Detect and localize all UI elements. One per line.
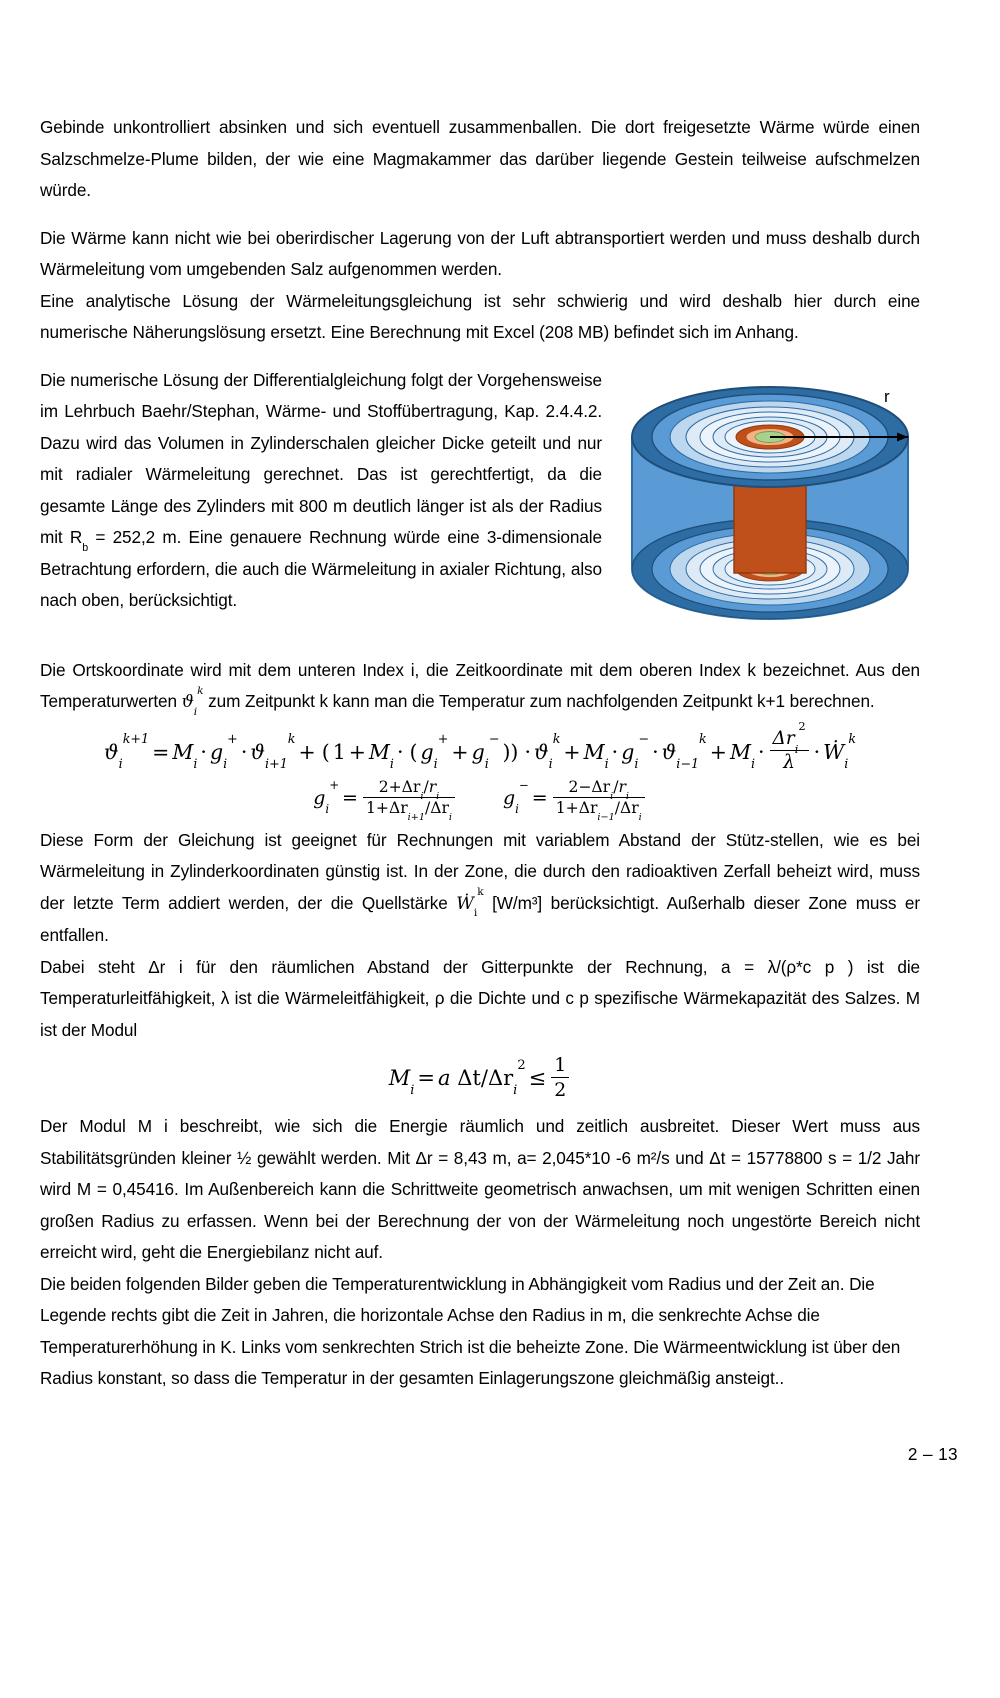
paragraph-3-part1: Die numerische Lösung der Differentialgleichung folgt der Vorgehensweise im Lehrbuch Baehr/Stephan, Wärme- und Stoffübertragung, Kap. 2.4.4.2. Dazu wird das Volumen in Zylinderschalen gleicher Dicke geteilt und nur mit radialer Wärmeleitung gerechnet. Das ist gerechtfertigt, da die gesamte Länge des Zylinders mit 800 m deutlich länger ist als der Radius mit R <box>40 369 602 547</box>
paragraph-5-part1: Diese Form der Gleichung ist geeignet für Rechnungen mit variablem Abstand der Stütz-stellen, wie es bei Wärmeleitung in Zylinderkoordinaten günstig ist. In der Zone, die durch den radioaktiven Zerfall beheizt wird, muss der letzte Term addiert werden, der die Quellstärke <box>40 829 920 913</box>
paragraph-6: Dabei steht Δr i für den räumlichen Abstand der Gitterpunkte der Rechnung, a = λ/(ρ*c p ) ist die Temperaturleitfähigkeit, λ ist die Wärmeleitfähigkeit, ρ die Dichte und c p spezifische Wärmekapazität des Salzes. M ist der Modul <box>40 956 920 1040</box>
paragraph-7: Der Modul M i beschreibt, wie sich die Energie räumlich und zeitlich ausbreitet. Dieser Wert muss aus Stabilitätsgründen kleiner ½ gewählt werden. Mit Δr = 8,43 m, a= 2,045*10 -6 m²/s und Δt = 15778800 s = 1/2 Jahr wird M = 0,45416. Im Außenbereich kann die Schrittweite geometrisch anwachsen, um mit wenigen Schritten einen großen Radius zu erfassen. Wenn bei der Berechnung der von der Wärmeleitung noch ungestörte Bereich nicht erreicht wird, geht die Energiebilanz nicht auf. <box>40 1116 920 1262</box>
main-equation: $ϑ_i^{k+1}= M_i \cdot g_i^+\cdot ϑ_{i+1}^k+$ ( $1 + M_i$ · ( $g_i^++ g_i^-)) \cdot ϑ_i^k+ M_i \cdot g_i^-\cdot ϑ_{i-1}^k+ M_i$ · $\frac{\Delta r_i^2}{\lambda}$ · Ẇ$_i^k$ <box>103 719 857 774</box>
paragraph-8: Die beiden folgenden Bilder geben die Temperaturentwicklung in Abhängigkeit vom Radius und der Zeit an. Die Legende rechts gibt die Zeit in Jahren, die horizontale Achse den Radius in m, die senkrechte Achse die Temperaturerhöhung in K. Links vom senkrechten Strich ist die beheizte Zone. Die Wärmeentwicklung ist über den Radius konstant, so dass die Temperatur in der gesamten Einlagerungszone gleichmäßig ansteigt.. <box>40 1273 901 1388</box>
paragraph-1: Gebinde unkontrolliert absinken und sich eventuell zusammenballen. Die dort freigesetzte Wärme würde einen Salzschmelze-Plume bilden, der wie eine Magmakammer das darüber liegende Gestein teilweise aufschmelzen würde. <box>40 117 920 200</box>
figure-and-text-block <box>40 365 920 639</box>
radius-label: r <box>884 386 890 406</box>
g-definitions <box>40 777 920 823</box>
modul-equation: $M_i= a$ $\Delta t/\Delta r_i^2\le$ $\frac{1}{2}$ <box>40 1056 920 1103</box>
radius-subscript: b <box>82 541 89 554</box>
g-plus-definition: $g_i^+=$ $\frac{2+\Delta r_i/r_i}{1+\Delta r_{i+1}/\Delta r_i}$ <box>313 787 457 809</box>
paragraph-5 <box>40 825 920 952</box>
g-minus-definition: $g_i^-=$ $\frac{2-\Delta r_i/r_i}{1+\Delta r_{i-1}/\Delta r_i}$ <box>503 787 647 809</box>
one-half-fraction: $\frac{1}{2}$ <box>551 1054 569 1101</box>
paragraph-2a: Die Wärme kann nicht wie bei oberirdischer Lagerung von der Luft abtransportiert werden und muss deshalb durch Wärmeleitung vom umgebenden Salz aufgenommen werden. <box>40 227 920 279</box>
paragraph-gap <box>40 207 920 223</box>
cylinder-graphic <box>620 369 920 639</box>
page-content <box>40 112 920 1395</box>
inline-theta-ik: $ϑ_i^k$ <box>181 683 204 718</box>
paragraph-gap <box>40 639 920 655</box>
paragraph-gap <box>40 349 920 365</box>
paragraph-4 <box>40 655 920 719</box>
paragraph-4-part2: zum Zeitpunkt k kann man die Temperatur zum nachfolgenden Zeitpunkt k+1 berechnen. <box>203 691 875 711</box>
cylinder-figure <box>620 369 920 639</box>
delta-r-squared-over-lambda: $\frac{\Delta r_i^2}{\lambda}$ <box>770 728 809 773</box>
paragraph-4-part1: Die Ortskoordinate wird mit dem unteren Index i, die Zeitkoordinate mit dem oberen Index k bezeichnet. Aus den Temperaturwerten <box>40 659 920 711</box>
paragraph-2b: Eine analytische Lösung der Wärmeleitungsgleichung ist sehr schwierig und wird deshalb hier durch eine numerische Näherungslösung ersetzt. Eine Berechnung mit Excel (208 MB) befindet sich im Anhang. <box>40 290 920 342</box>
inline-w-dot-ik: Ẇ$_i^k$ <box>456 885 484 920</box>
page-number: 2 – 13 <box>907 1444 958 1464</box>
paragraph-5-part2: [W/m³] berücksichtigt. Außerhalb dieser Zone muss er entfallen. <box>40 892 920 945</box>
cylinder-svg <box>620 369 920 639</box>
paragraph-3-part2: = 252,2 m. Eine genauere Rechnung würde eine 3-dimensionale Betrachtung erfordern, die auch die Wärmeleitung in axialer Richtung, also nach oben, berücksichtigt. <box>40 527 602 610</box>
